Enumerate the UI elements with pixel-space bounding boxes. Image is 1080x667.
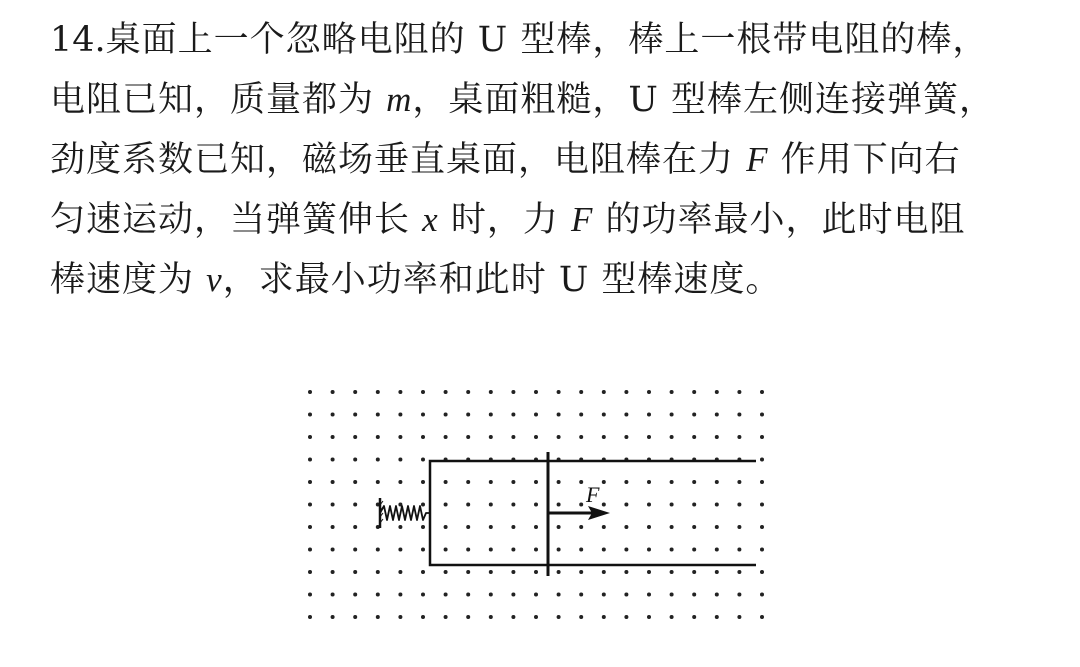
field-dot xyxy=(534,503,538,507)
field-dot xyxy=(534,525,538,529)
variable-m: m xyxy=(386,80,413,119)
field-dot xyxy=(511,435,515,439)
field-dot xyxy=(647,435,651,439)
field-dot xyxy=(760,525,764,529)
field-dot xyxy=(466,390,470,394)
field-dot xyxy=(670,435,674,439)
field-dot xyxy=(692,480,696,484)
field-dot xyxy=(466,480,470,484)
field-dot xyxy=(376,458,380,462)
field-dot xyxy=(557,390,561,394)
field-dot xyxy=(624,413,628,417)
field-dot xyxy=(760,413,764,417)
problem-text: 时，力 xyxy=(438,200,571,240)
field-dot xyxy=(466,548,470,552)
field-dot xyxy=(353,390,357,394)
field-dot xyxy=(308,480,312,484)
magnetic-field-dots xyxy=(308,390,764,619)
field-dot xyxy=(376,390,380,394)
field-dot xyxy=(692,435,696,439)
field-dot xyxy=(444,593,448,597)
field-dot xyxy=(489,570,493,574)
field-dot xyxy=(376,435,380,439)
field-dot xyxy=(534,593,538,597)
field-dot xyxy=(715,615,719,619)
field-dot xyxy=(579,548,583,552)
field-dot xyxy=(557,435,561,439)
field-dot xyxy=(376,615,380,619)
field-dot xyxy=(602,615,606,619)
field-dot xyxy=(308,413,312,417)
field-dot xyxy=(466,435,470,439)
field-dot xyxy=(737,413,741,417)
field-dot xyxy=(511,615,515,619)
field-dot xyxy=(466,615,470,619)
field-dot xyxy=(421,458,425,462)
field-dot xyxy=(715,390,719,394)
field-dot xyxy=(579,480,583,484)
field-dot xyxy=(579,503,583,507)
field-dot xyxy=(557,615,561,619)
field-dot xyxy=(760,593,764,597)
field-dot xyxy=(737,503,741,507)
field-dot xyxy=(331,570,335,574)
field-dot xyxy=(602,570,606,574)
field-dot xyxy=(737,548,741,552)
field-dot xyxy=(444,390,448,394)
problem-line-2 xyxy=(50,70,1060,130)
field-dot xyxy=(511,413,515,417)
field-dot xyxy=(489,525,493,529)
field-dot xyxy=(579,413,583,417)
variable-x: x xyxy=(422,200,439,239)
field-dot xyxy=(444,615,448,619)
field-dot xyxy=(737,435,741,439)
field-dot xyxy=(421,480,425,484)
field-dot xyxy=(308,435,312,439)
field-dot xyxy=(308,570,312,574)
field-dot xyxy=(331,503,335,507)
field-dot xyxy=(421,390,425,394)
field-dot xyxy=(760,615,764,619)
field-dot xyxy=(376,548,380,552)
field-dot xyxy=(715,525,719,529)
field-dot xyxy=(670,413,674,417)
field-dot xyxy=(647,525,651,529)
field-dot xyxy=(624,435,628,439)
field-dot xyxy=(760,503,764,507)
field-dot xyxy=(670,615,674,619)
field-dot xyxy=(602,503,606,507)
field-dot xyxy=(308,503,312,507)
field-dot xyxy=(760,390,764,394)
field-dot xyxy=(398,570,402,574)
variable-v: v xyxy=(206,260,223,299)
field-dot xyxy=(511,548,515,552)
field-dot xyxy=(670,480,674,484)
field-dot xyxy=(737,570,741,574)
field-dot xyxy=(557,570,561,574)
field-dot xyxy=(534,615,538,619)
problem-text: 棒速度为 xyxy=(50,260,207,300)
field-dot xyxy=(715,548,719,552)
field-dot xyxy=(353,570,357,574)
field-dot xyxy=(647,390,651,394)
field-dot xyxy=(421,593,425,597)
force-label: F xyxy=(586,482,600,507)
field-dot xyxy=(466,413,470,417)
field-dot xyxy=(692,615,696,619)
field-dot xyxy=(579,593,583,597)
field-dot xyxy=(398,593,402,597)
field-dot xyxy=(331,390,335,394)
field-dot xyxy=(353,458,357,462)
field-dot xyxy=(376,593,380,597)
spring xyxy=(380,506,430,520)
field-dot xyxy=(331,593,335,597)
field-dot xyxy=(444,525,448,529)
field-dot xyxy=(398,615,402,619)
field-dot xyxy=(715,480,719,484)
field-dot xyxy=(444,480,448,484)
field-dot xyxy=(760,548,764,552)
field-dot xyxy=(376,413,380,417)
field-dot xyxy=(602,525,606,529)
field-dot xyxy=(511,503,515,507)
field-dot xyxy=(647,413,651,417)
field-dot xyxy=(602,548,606,552)
field-dot xyxy=(760,570,764,574)
field-dot xyxy=(331,435,335,439)
field-dot xyxy=(444,413,448,417)
field-dot xyxy=(489,548,493,552)
field-dot xyxy=(534,390,538,394)
field-dot xyxy=(466,570,470,574)
field-dot xyxy=(624,525,628,529)
field-dot xyxy=(308,458,312,462)
problem-line-1 xyxy=(50,10,1060,70)
field-dot xyxy=(670,593,674,597)
field-dot xyxy=(489,480,493,484)
field-dot xyxy=(670,390,674,394)
problem-line-3 xyxy=(50,130,1060,190)
field-dot xyxy=(647,480,651,484)
field-dot xyxy=(466,525,470,529)
field-dot xyxy=(737,615,741,619)
field-dot xyxy=(670,548,674,552)
field-dot xyxy=(398,413,402,417)
field-dot xyxy=(647,548,651,552)
field-dot xyxy=(489,435,493,439)
field-dot xyxy=(670,525,674,529)
variable-F: F xyxy=(746,140,769,179)
problem-text: 桌面上一个忽略电阻的 U 型棒，棒上一根带电阻的棒， xyxy=(105,20,989,60)
field-dot xyxy=(466,593,470,597)
field-dot xyxy=(624,503,628,507)
field-dot xyxy=(398,525,402,529)
field-dot xyxy=(489,503,493,507)
field-dot xyxy=(421,615,425,619)
field-dot xyxy=(557,525,561,529)
field-dot xyxy=(353,548,357,552)
field-dot xyxy=(444,570,448,574)
field-dot xyxy=(331,480,335,484)
field-dot xyxy=(376,480,380,484)
problem-text: ，求最小功率和此时 U 型棒速度。 xyxy=(222,260,782,300)
field-dot xyxy=(602,480,606,484)
field-dot xyxy=(579,570,583,574)
physics-diagram xyxy=(300,380,800,660)
field-dot xyxy=(444,548,448,552)
field-dot xyxy=(715,593,719,597)
field-dot xyxy=(308,615,312,619)
field-dot xyxy=(353,615,357,619)
field-dot xyxy=(602,390,606,394)
field-dot xyxy=(331,458,335,462)
field-dot xyxy=(353,503,357,507)
field-dot xyxy=(534,548,538,552)
field-dot xyxy=(692,390,696,394)
problem-line-4 xyxy=(50,190,1060,250)
field-dot xyxy=(331,548,335,552)
problem-text: 的功率最小，此时电阻 xyxy=(593,200,966,240)
problem-statement xyxy=(50,10,1060,310)
field-dot xyxy=(511,480,515,484)
field-dot xyxy=(602,413,606,417)
field-dot xyxy=(715,503,719,507)
field-dot xyxy=(715,413,719,417)
field-dot xyxy=(331,525,335,529)
field-dot xyxy=(308,548,312,552)
field-dot xyxy=(692,570,696,574)
field-dot xyxy=(624,548,628,552)
field-dot xyxy=(534,570,538,574)
field-dot xyxy=(579,390,583,394)
field-dot xyxy=(557,480,561,484)
field-dot xyxy=(534,413,538,417)
field-dot xyxy=(421,525,425,529)
diagram-svg xyxy=(300,380,800,660)
field-dot xyxy=(624,480,628,484)
field-dot xyxy=(444,435,448,439)
field-dot xyxy=(602,593,606,597)
problem-text: 作用下向右 xyxy=(768,140,961,180)
field-dot xyxy=(376,570,380,574)
field-dot xyxy=(557,413,561,417)
field-dot xyxy=(557,548,561,552)
field-dot xyxy=(353,413,357,417)
field-dot xyxy=(579,435,583,439)
field-dot xyxy=(737,480,741,484)
field-dot xyxy=(511,390,515,394)
field-dot xyxy=(647,593,651,597)
field-dot xyxy=(353,593,357,597)
field-dot xyxy=(489,390,493,394)
field-dot xyxy=(308,593,312,597)
field-dot xyxy=(737,525,741,529)
field-dot xyxy=(624,615,628,619)
field-dot xyxy=(715,435,719,439)
field-dot xyxy=(511,570,515,574)
problem-text: ，桌面粗糙，U 型棒左侧连接弹簧， xyxy=(412,80,996,120)
field-dot xyxy=(308,525,312,529)
field-dot xyxy=(353,480,357,484)
field-dot xyxy=(624,390,628,394)
field-dot xyxy=(398,480,402,484)
field-dot xyxy=(534,480,538,484)
field-dot xyxy=(331,615,335,619)
field-dot xyxy=(692,413,696,417)
field-dot xyxy=(489,593,493,597)
field-dot xyxy=(534,435,538,439)
problem-text: 匀速运动，当弹簧伸长 xyxy=(50,200,423,240)
field-dot xyxy=(353,525,357,529)
field-dot xyxy=(308,390,312,394)
field-dot xyxy=(647,570,651,574)
field-dot xyxy=(670,570,674,574)
field-dot xyxy=(421,548,425,552)
field-dot xyxy=(647,615,651,619)
field-dot xyxy=(398,458,402,462)
field-dot xyxy=(670,503,674,507)
field-dot xyxy=(421,570,425,574)
field-dot xyxy=(557,503,561,507)
field-dot xyxy=(579,525,583,529)
field-dot xyxy=(331,413,335,417)
field-dot xyxy=(715,570,719,574)
field-dot xyxy=(511,525,515,529)
field-dot xyxy=(760,435,764,439)
field-dot xyxy=(760,458,764,462)
field-dot xyxy=(692,548,696,552)
problem-text: 电阻已知，质量都为 xyxy=(50,80,387,120)
field-dot xyxy=(511,593,515,597)
field-dot xyxy=(398,390,402,394)
field-dot xyxy=(421,503,425,507)
field-dot xyxy=(444,503,448,507)
field-dot xyxy=(692,593,696,597)
problem-number: 14. xyxy=(50,20,106,60)
problem-line-5 xyxy=(50,250,1060,310)
field-dot xyxy=(737,593,741,597)
field-dot xyxy=(737,390,741,394)
variable-F: F xyxy=(570,200,594,239)
field-dot xyxy=(557,593,561,597)
field-dot xyxy=(602,435,606,439)
field-dot xyxy=(760,480,764,484)
field-dot xyxy=(421,413,425,417)
field-dot xyxy=(398,435,402,439)
field-dot xyxy=(579,615,583,619)
field-dot xyxy=(692,503,696,507)
problem-text: 劲度系数已知，磁场垂直桌面，电阻棒在力 xyxy=(50,140,747,180)
field-dot xyxy=(489,615,493,619)
field-dot xyxy=(624,570,628,574)
field-dot xyxy=(624,593,628,597)
field-dot xyxy=(353,435,357,439)
field-dot xyxy=(489,413,493,417)
field-dot xyxy=(421,435,425,439)
field-dot xyxy=(647,503,651,507)
field-dot xyxy=(692,525,696,529)
field-dot xyxy=(398,548,402,552)
field-dot xyxy=(466,503,470,507)
